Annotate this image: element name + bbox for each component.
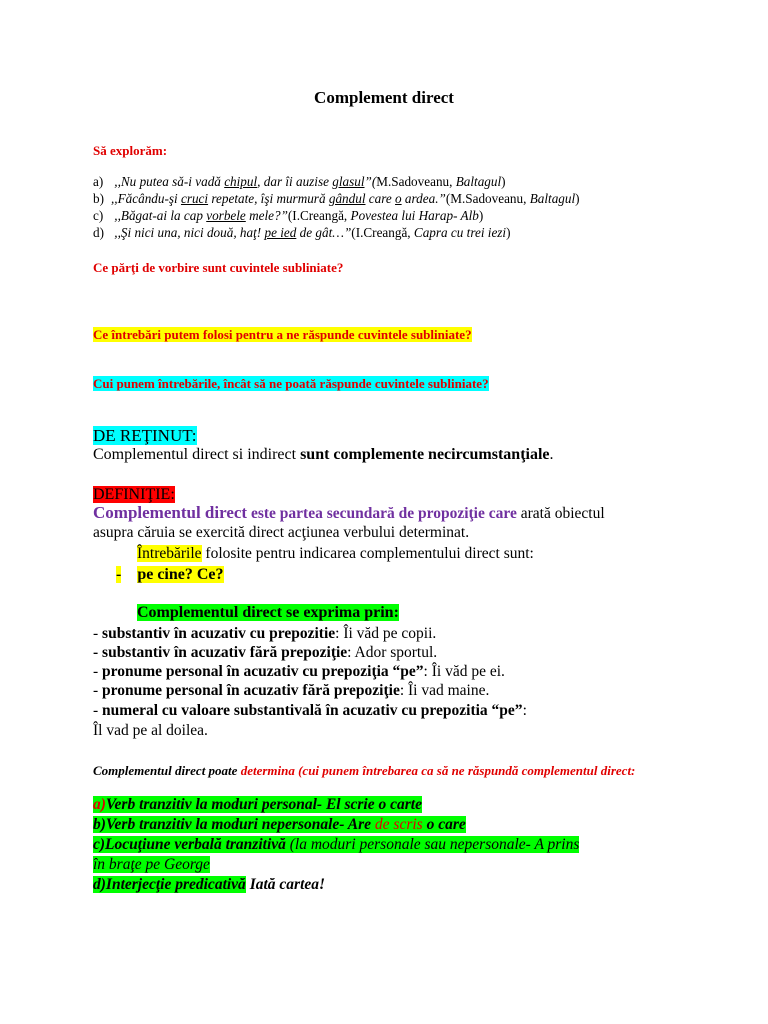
definition-term: Complementul direct xyxy=(93,503,248,522)
question-to-whom: Cui punem întrebările, încât să ne poată răspunde cuvintele subliniate? xyxy=(93,376,489,391)
definitie-line-2: asupra căruia se exercită direct acţiunea verbului determinat. xyxy=(93,524,470,541)
retinut-heading: DE REŢINUT: xyxy=(93,426,197,445)
example-label: b) xyxy=(93,191,104,206)
exprima-row-3: - pronume personal în acuzativ cu prepoziţia “pe”: Îi văd pe ei. xyxy=(93,663,505,680)
question-which-questions: Ce întrebări putem folosi pentru a ne răspunde cuvintele subliniate? xyxy=(93,327,472,342)
determina-item-c-line-2: în braţe pe George xyxy=(93,856,210,873)
explore-heading: Să explorăm: xyxy=(93,143,168,158)
bullet-text: pe cine? Ce? xyxy=(137,566,224,583)
example-label: d) xyxy=(93,225,104,240)
example-a: a) ,,Nu putea să-i vadă chipul, dar îi auzise glasul”(M.Sadoveanu, Baltagul) xyxy=(93,174,506,189)
example-label: c) xyxy=(93,208,104,223)
example-d: d) ,,Şi nici una, nici două, haţ! pe ied de gât…”(I.Creangă, Capra cu trei iezi) xyxy=(93,225,511,240)
example-b: b) ,,Făcându-şi cruci repetate, îşi murmură gândul care o ardea.”(M.Sadoveanu, Baltagul) xyxy=(93,191,580,206)
determina-item-d: d)Interjecţie predicativă Iată cartea! xyxy=(93,876,326,893)
exprima-row-2: - substantiv în acuzativ fără prepoziţie: Ador sportul. xyxy=(93,644,438,661)
determina-item-c: c)Locuţiune verbală tranzitivă (la moduri personale sau nepersonale- A prins xyxy=(93,836,580,853)
exprima-row-5: - numeral cu valoare substantivală în acuzativ cu prepozitia “pe”: xyxy=(93,702,527,719)
bullet-dash: - xyxy=(116,566,122,583)
determina-item-a: a)Verb tranzitiv la moduri personal- El scrie o carte xyxy=(93,796,422,813)
definitie-line-1: Complementul direct este partea secundară de propoziţie care arată obiectul xyxy=(93,503,605,522)
determina-item-b: b)Verb tranzitiv la moduri nepersonale- Are de scris o care xyxy=(93,816,466,833)
retinut-text: Complementul direct si indirect sunt complemente necircumstanţiale. xyxy=(93,446,554,463)
exprima-row-4: - pronume personal în acuzativ fără prepoziţie: Îi vad maine. xyxy=(93,682,490,699)
intrebari-line: Întrebările folosite pentru indicarea complementului direct sunt: xyxy=(137,545,534,562)
question-parts-of-speech: Ce părţi de vorbire sunt cuvintele subliniate? xyxy=(93,260,344,275)
definitie-heading: DEFINIŢIE: xyxy=(93,486,175,503)
exprima-last-line: Îl vad pe al doilea. xyxy=(93,722,208,739)
page-title: Complement direct xyxy=(314,88,454,107)
example-label: a) xyxy=(93,174,104,189)
exprima-heading: Complementul direct se exprima prin: xyxy=(137,604,399,621)
determina-intro: Complementul direct poate determina (cui punem întrebarea ca să ne răspundă complementul direct: xyxy=(93,763,636,778)
example-c: c) ,,Băgat-ai la cap vorbele mele?”(I.Creangă, Povestea lui Harap- Alb) xyxy=(93,208,484,223)
bullet-questions xyxy=(116,566,224,584)
exprima-row-1: - substantiv în acuzativ cu prepozitie: Îi văd pe copii. xyxy=(93,625,437,642)
